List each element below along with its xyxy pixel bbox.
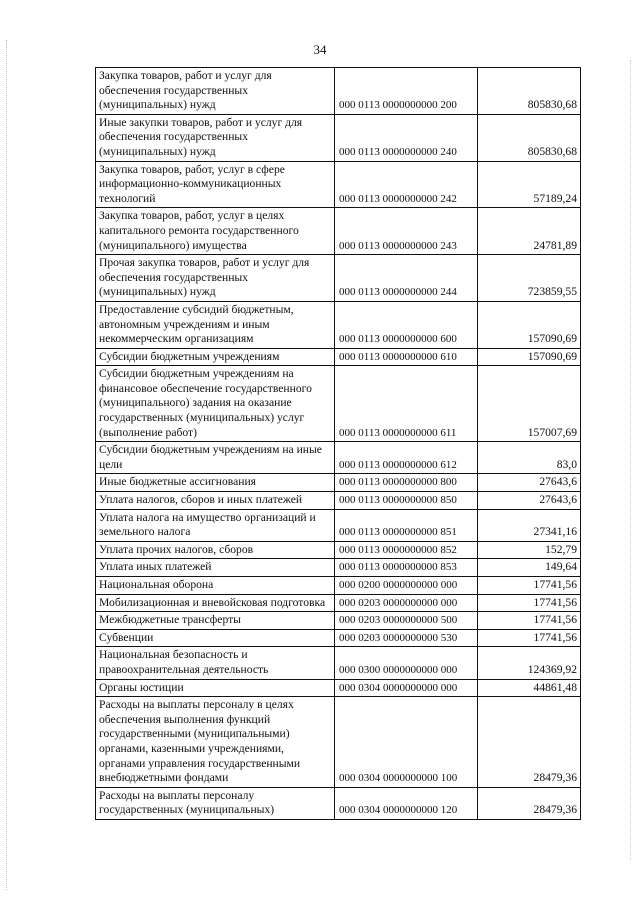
table-row bbox=[96, 366, 581, 442]
row-code: 000 0304 0000000000 120 bbox=[335, 787, 478, 819]
row-name: Уплата налога на имущество организаций и земельного налога bbox=[96, 509, 335, 541]
row-code: 000 0113 0000000000 852 bbox=[335, 541, 478, 559]
table-row bbox=[96, 594, 581, 612]
row-amount: 157090,69 bbox=[478, 348, 581, 366]
row-code: 000 0203 0000000000 530 bbox=[335, 629, 478, 647]
row-amount: 57189,24 bbox=[478, 161, 581, 208]
table-row bbox=[96, 612, 581, 630]
row-amount: 149,64 bbox=[478, 559, 581, 577]
row-amount: 157007,69 bbox=[478, 366, 581, 442]
row-code: 000 0113 0000000000 612 bbox=[335, 442, 478, 474]
row-name: Закупка товаров, работ, услуг в сфере информационно-коммуникационных технологий bbox=[96, 161, 335, 208]
row-code: 000 0300 0000000000 000 bbox=[335, 647, 478, 679]
table-row bbox=[96, 301, 581, 348]
row-amount: 17741,56 bbox=[478, 612, 581, 630]
row-amount: 17741,56 bbox=[478, 629, 581, 647]
table-row bbox=[96, 348, 581, 366]
row-code: 000 0113 0000000000 240 bbox=[335, 114, 478, 161]
budget-table bbox=[95, 67, 581, 820]
row-code: 000 0304 0000000000 000 bbox=[335, 679, 478, 697]
row-code: 000 0113 0000000000 851 bbox=[335, 509, 478, 541]
row-amount: 28479,36 bbox=[478, 787, 581, 819]
row-name: Субсидии бюджетным учреждениям на финансовое обеспечение государственного (муниципального) задания на оказание государственных (муниципальных) услуг (выполнение работ) bbox=[96, 366, 335, 442]
row-code: 000 0113 0000000000 853 bbox=[335, 559, 478, 577]
table-row bbox=[96, 629, 581, 647]
row-name: Межбюджетные трансферты bbox=[96, 612, 335, 630]
row-amount: 805830,68 bbox=[478, 68, 581, 115]
row-name: Закупка товаров, работ и услуг для обеспечения государственных (муниципальных) нужд bbox=[96, 68, 335, 115]
table-row bbox=[96, 114, 581, 161]
row-amount: 805830,68 bbox=[478, 114, 581, 161]
table-row bbox=[96, 697, 581, 788]
row-code: 000 0113 0000000000 242 bbox=[335, 161, 478, 208]
row-name: Мобилизационная и вневойсковая подготовка bbox=[96, 594, 335, 612]
row-name: Расходы на выплаты персоналу в целях обеспечения выполнения функций государственными (муниципальными) органами, казенными учреждениями, органами управления государственными внебюджетными фондами bbox=[96, 697, 335, 788]
row-amount: 17741,56 bbox=[478, 577, 581, 595]
row-name: Уплата иных платежей bbox=[96, 559, 335, 577]
table-row bbox=[96, 208, 581, 255]
row-amount: 27643,6 bbox=[478, 492, 581, 510]
row-name: Предоставление субсидий бюджетным, автономным учреждениям и иным некоммерческим организациям bbox=[96, 301, 335, 348]
row-name: Иные бюджетные ассигнования bbox=[96, 474, 335, 492]
table-row bbox=[96, 161, 581, 208]
row-name: Иные закупки товаров, работ и услуг для обеспечения государственных (муниципальных) нужд bbox=[96, 114, 335, 161]
row-name: Уплата прочих налогов, сборов bbox=[96, 541, 335, 559]
table-row bbox=[96, 647, 581, 679]
row-code: 000 0113 0000000000 610 bbox=[335, 348, 478, 366]
table-row bbox=[96, 492, 581, 510]
row-amount: 157090,69 bbox=[478, 301, 581, 348]
table-row bbox=[96, 255, 581, 302]
row-amount: 27341,16 bbox=[478, 509, 581, 541]
table-row bbox=[96, 442, 581, 474]
scan-edge-left bbox=[6, 40, 8, 890]
row-amount: 152,79 bbox=[478, 541, 581, 559]
row-name: Субвенции bbox=[96, 629, 335, 647]
scan-edge-right bbox=[630, 60, 632, 860]
row-amount: 27643,6 bbox=[478, 474, 581, 492]
row-code: 000 0113 0000000000 243 bbox=[335, 208, 478, 255]
row-name: Национальная оборона bbox=[96, 577, 335, 595]
table-row bbox=[96, 577, 581, 595]
row-code: 000 0113 0000000000 850 bbox=[335, 492, 478, 510]
row-amount: 28479,36 bbox=[478, 697, 581, 788]
table-row bbox=[96, 559, 581, 577]
row-name: Субсидии бюджетным учреждениям на иные цели bbox=[96, 442, 335, 474]
row-code: 000 0200 0000000000 000 bbox=[335, 577, 478, 595]
row-amount: 83,0 bbox=[478, 442, 581, 474]
row-code: 000 0113 0000000000 200 bbox=[335, 68, 478, 115]
page-number: 34 bbox=[313, 42, 327, 57]
row-name: Национальная безопасность и правоохранительная деятельность bbox=[96, 647, 335, 679]
row-name: Субсидии бюджетным учреждениям bbox=[96, 348, 335, 366]
row-code: 000 0113 0000000000 600 bbox=[335, 301, 478, 348]
row-amount: 44861,48 bbox=[478, 679, 581, 697]
table-row bbox=[96, 787, 581, 819]
row-name: Расходы на выплаты персоналу государственных (муниципальных) bbox=[96, 787, 335, 819]
row-amount: 24781,89 bbox=[478, 208, 581, 255]
row-code: 000 0203 0000000000 500 bbox=[335, 612, 478, 630]
row-name: Уплата налогов, сборов и иных платежей bbox=[96, 492, 335, 510]
row-code: 000 0113 0000000000 611 bbox=[335, 366, 478, 442]
table-row bbox=[96, 474, 581, 492]
row-code: 000 0113 0000000000 800 bbox=[335, 474, 478, 492]
table-row bbox=[96, 68, 581, 115]
row-code: 000 0113 0000000000 244 bbox=[335, 255, 478, 302]
row-name: Закупка товаров, работ, услуг в целях капитального ремонта государственного (муниципального) имущества bbox=[96, 208, 335, 255]
table-row bbox=[96, 541, 581, 559]
table-row bbox=[96, 679, 581, 697]
row-name: Прочая закупка товаров, работ и услуг для обеспечения государственных (муниципальных) нужд bbox=[96, 255, 335, 302]
row-amount: 723859,55 bbox=[478, 255, 581, 302]
row-amount: 17741,56 bbox=[478, 594, 581, 612]
row-code: 000 0203 0000000000 000 bbox=[335, 594, 478, 612]
row-code: 000 0304 0000000000 100 bbox=[335, 697, 478, 788]
table-row bbox=[96, 509, 581, 541]
row-name: Органы юстиции bbox=[96, 679, 335, 697]
row-amount: 124369,92 bbox=[478, 647, 581, 679]
